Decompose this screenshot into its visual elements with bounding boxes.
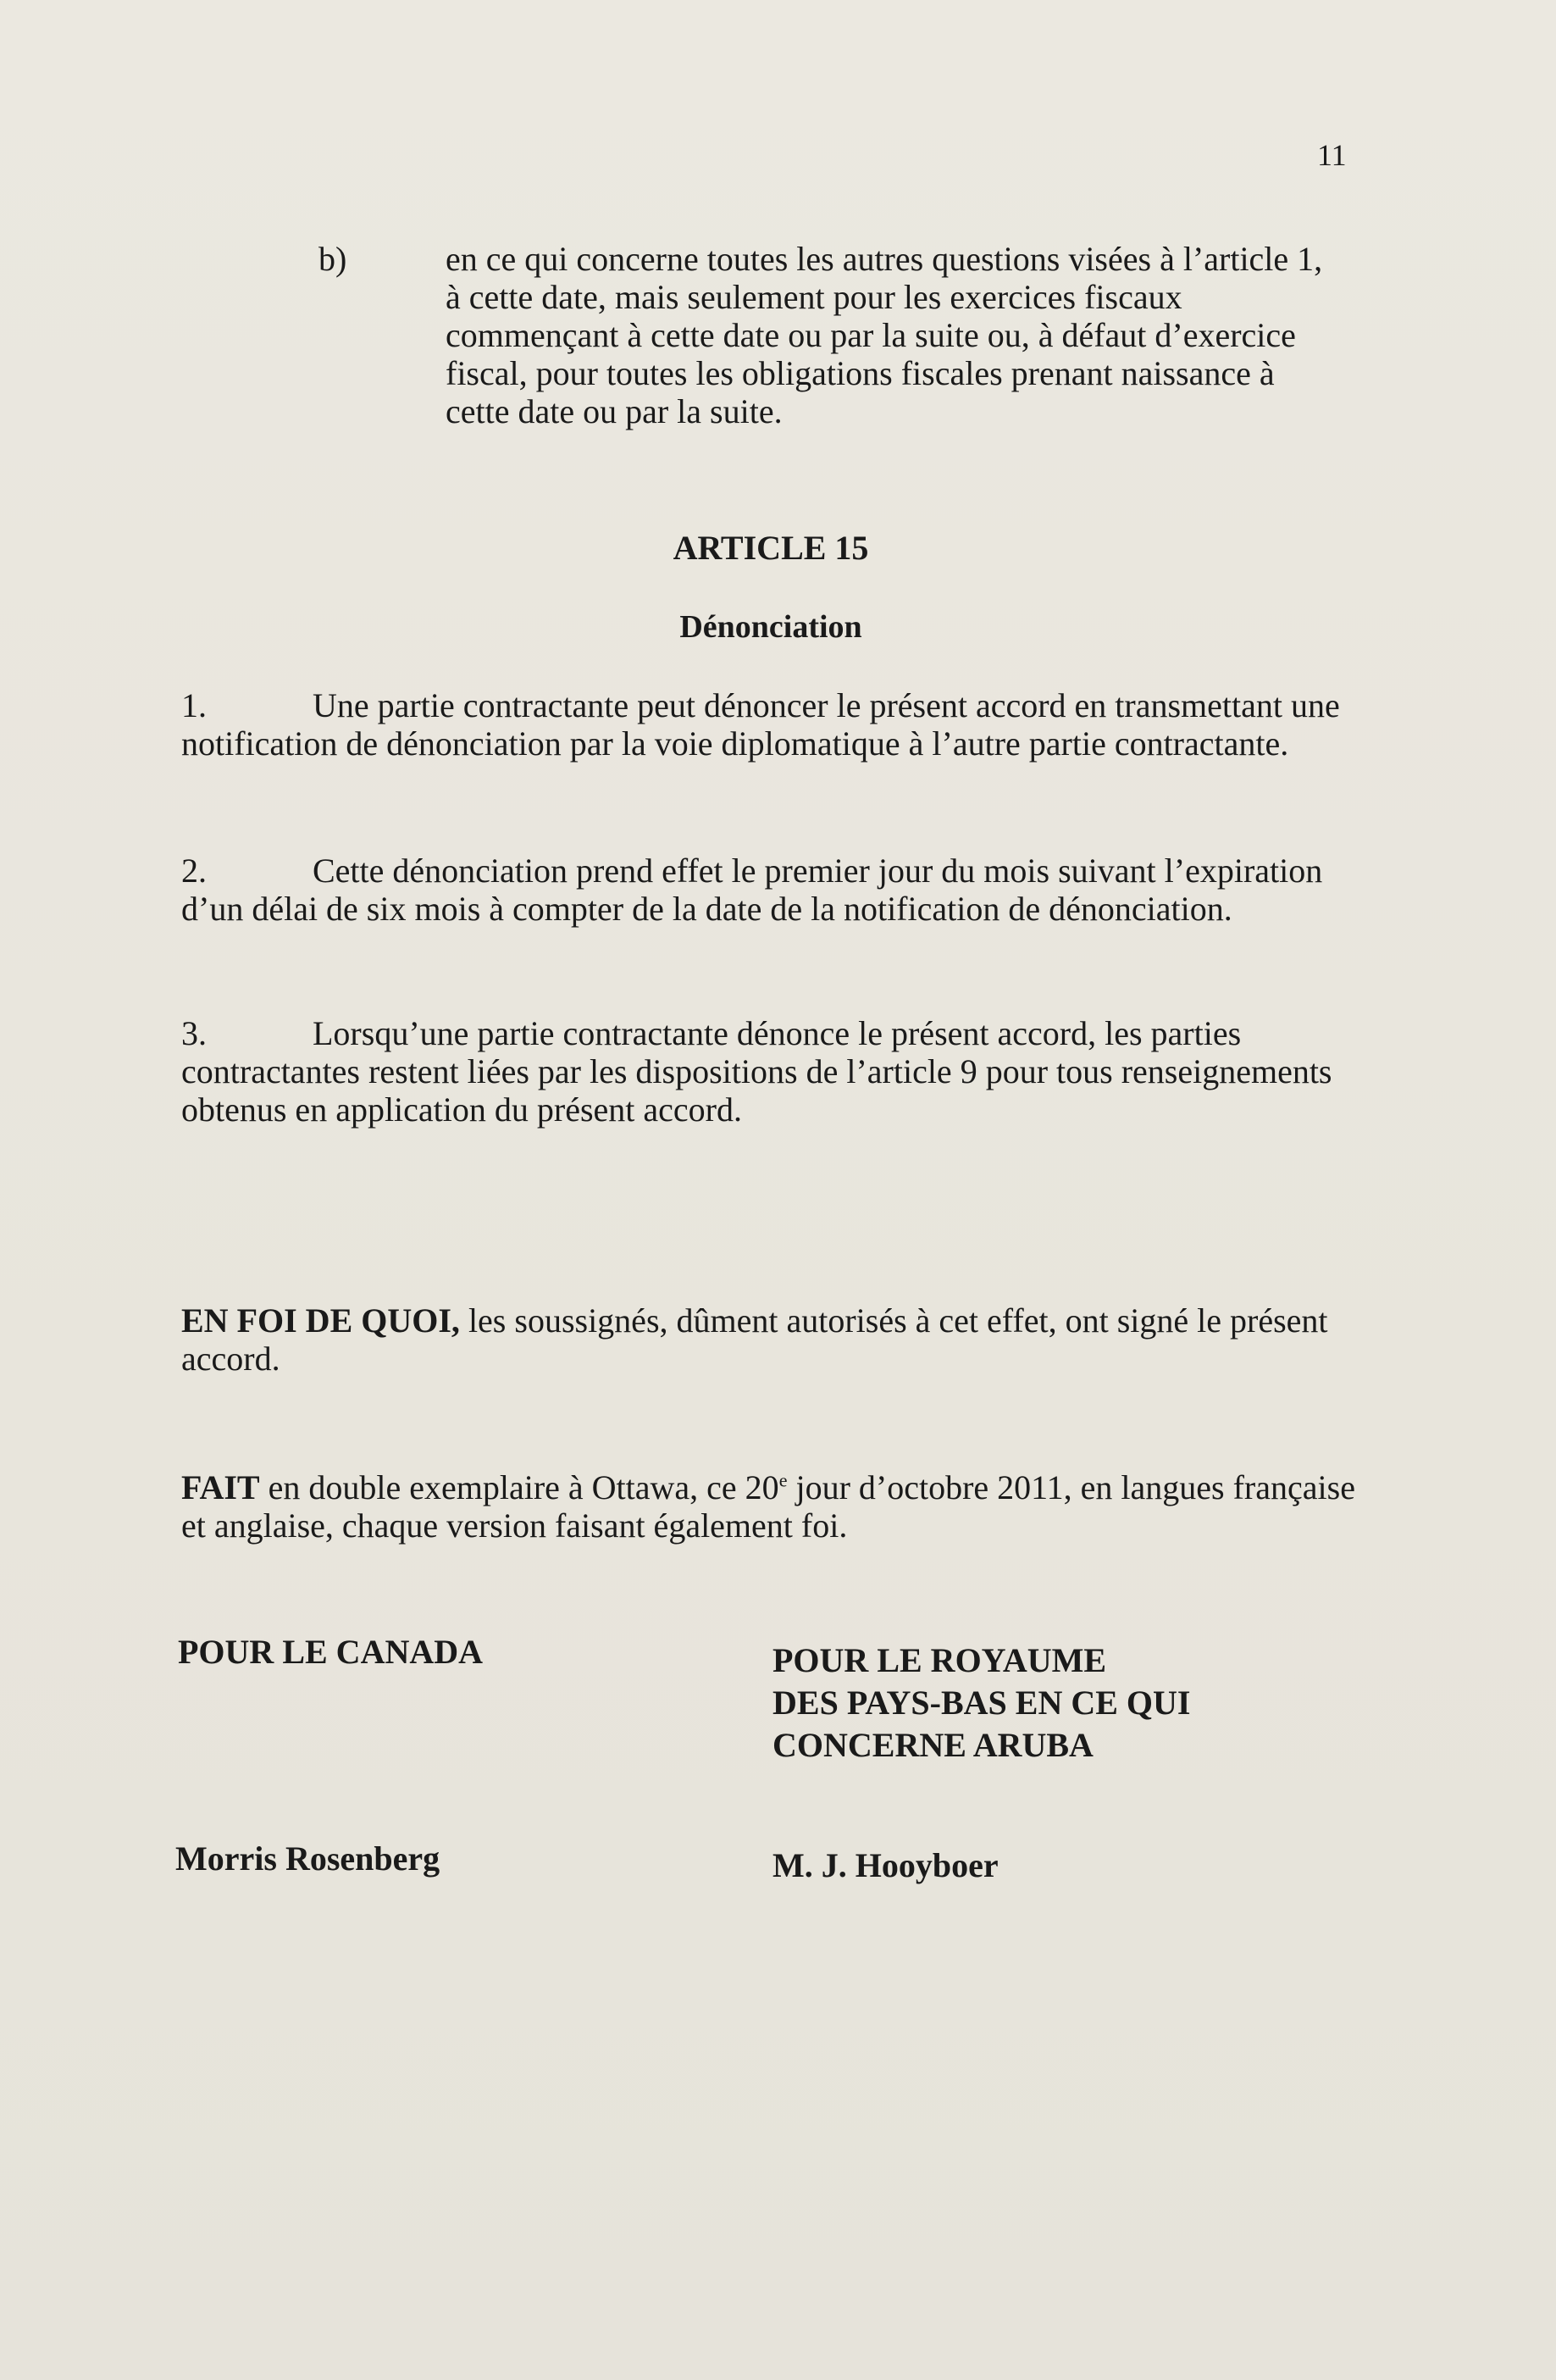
paragraph-number: 3.: [181, 1014, 207, 1052]
paragraph-1: [181, 686, 1367, 763]
done-superscript: e: [778, 1469, 788, 1491]
page-number: 11: [1317, 138, 1347, 172]
witness-clause: [181, 1301, 1367, 1378]
signature-heading-canada: POUR LE CANADA: [178, 1633, 483, 1671]
item-b-marker: b): [318, 240, 347, 278]
paragraph-number: 1.: [181, 686, 207, 724]
article-title: ARTICLE 15: [673, 529, 869, 567]
signature-heading-netherlands: [772, 1639, 1281, 1767]
witness-lead: EN FOI DE QUOI,: [181, 1301, 460, 1340]
item-b-text: en ce qui concerne toutes les autres questions visées à l’article 1, à cette date, mais seulement pour les exercices fiscaux commençant à cette date ou par la suite ou, à défaut d’exercice fiscal, pour toutes les obligations fiscales prenant naissance à cette date ou par la suite.: [446, 240, 1323, 430]
done-text-before: en double exemplaire à Ottawa, ce 20: [259, 1468, 779, 1506]
paragraph-text: Une partie contractante peut dénoncer le présent accord en transmettant une notification de dénonciation par la voie diplomatique à l’autre partie contractante.: [181, 686, 1340, 763]
signatory-name-canada: Morris Rosenberg: [175, 1839, 440, 1878]
done-lead: FAIT: [181, 1468, 260, 1506]
signatory-name-netherlands: M. J. Hooyboer: [772, 1846, 999, 1884]
paragraph-number: 2.: [181, 852, 207, 890]
paragraph-3: [181, 1014, 1367, 1129]
signature-heading-line: POUR LE ROYAUME: [772, 1641, 1107, 1679]
paragraph-text: Lorsqu’une partie contractante dénonce le présent accord, les parties contractantes restent liées par les dispositions de l’article 9 pour tous renseignements obtenus en application du présent accord.: [181, 1014, 1332, 1129]
article-subtitle: Dénonciation: [679, 609, 862, 645]
paragraph-2: [181, 852, 1367, 928]
done-text-after: jour d’octobre 2011, en langues française et anglaise, chaque version faisant également foi.: [181, 1468, 1355, 1545]
done-clause: [181, 1468, 1367, 1545]
paragraph-text: Cette dénonciation prend effet le premier jour du mois suivant l’expiration d’un délai de six mois à compter de la date de la notification de dénonciation.: [181, 852, 1323, 928]
witness-text: les soussignés, dûment autorisés à cet effet, ont signé le présent accord.: [181, 1301, 1328, 1378]
signature-heading-line: DES PAYS-BAS EN CE QUI: [772, 1684, 1191, 1722]
signature-heading-line: CONCERNE ARUBA: [772, 1726, 1094, 1764]
